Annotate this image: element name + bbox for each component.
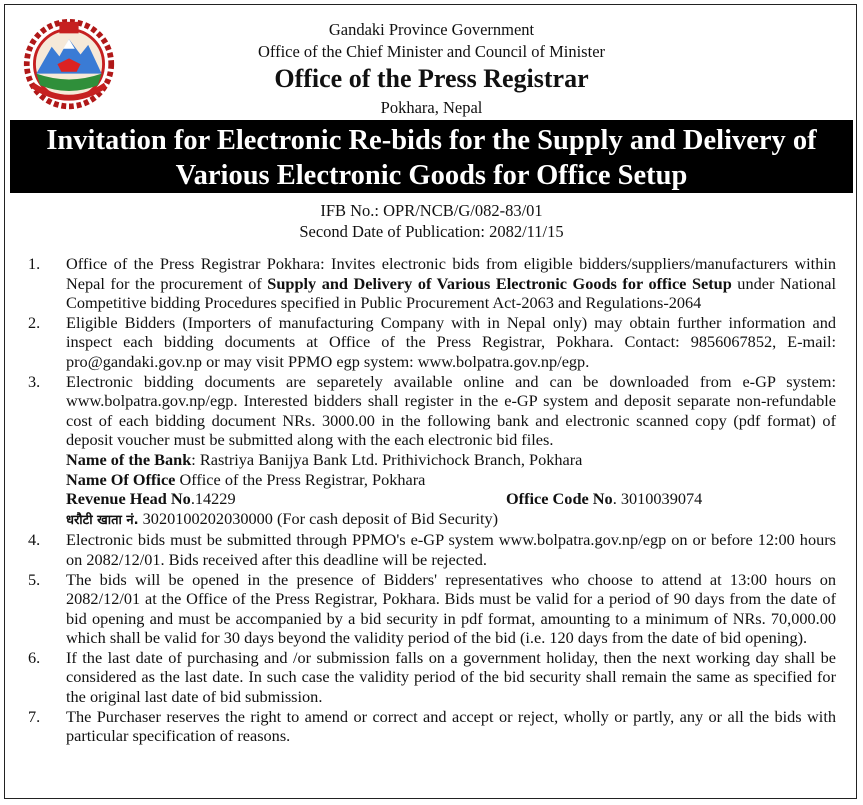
office-title: Office of the Press Registrar	[274, 64, 589, 93]
item-text: Eligible Bidders (Importers of manufacturing Company with in Nepal only) may obtain further information and inspect each bidding documents at Office of the Press Registrar, Pokhara. Contact: 9856067852, E-mail: pro@gandaki.gov.np or may visit PPMO egp system: www.bolpatra.gov.np/egp.	[66, 312, 836, 371]
deposit-value: 3020100202030000 (For cash deposit of Bid Security)	[138, 508, 499, 528]
list-item	[0, 254, 863, 313]
item-text-bold: Supply and Delivery of Various Electronic Goods for office Setup	[267, 273, 732, 293]
item-text: Electronic bidding documents are separetely available online and can be downloaded from e-GP system: www.bolpatra.gov.np/egp. Interested bidders shall register in the e-GP system and deposit separate non-refundable cost of each bidding document NRs. 3000.00 in the following bank and electronic scanned copy (pdf format) of deposit voucher must be submitted along with the each electronic bid files.	[66, 371, 836, 450]
item-number: 3.	[28, 371, 41, 391]
item-number: 7.	[28, 706, 41, 726]
office-code-value: . 3010039074	[612, 489, 703, 509]
government-name: Gandaki Province Government	[328, 20, 535, 39]
item-number: 5.	[28, 569, 41, 589]
item-text: The bids will be opened in the presence of Bidders' representatives who choose to attend at 13:00 hours on 2082/12/01 at the Office of the Press Registrar, Pokhara. Bids must be valid for a period of 90 days from the date of bid opening and must be accompanied by a bid security in pdf format, amounting to a minimum of NRs. 70,000.00 which shall be valid for 30 days beyond the validity period of the bid (i.e. 120 days from the date of bid opening).	[66, 569, 836, 648]
bank-name-line	[66, 450, 836, 470]
revenue-value: .14229	[190, 489, 236, 509]
office-label: Name Of Office	[66, 469, 176, 489]
item-number: 6.	[28, 647, 41, 667]
revenue-line	[66, 489, 836, 509]
publication-date: Second Date of Publication: 2082/11/15	[299, 222, 564, 241]
deposit-label: धरौटी खाता नं.	[66, 512, 139, 528]
office-name-line	[66, 470, 836, 490]
list-item	[0, 707, 863, 746]
item-number: 4.	[28, 530, 41, 550]
office-code-label: Office Code No	[506, 489, 613, 509]
item-text: under National Competitive bidding Procedures specified in Public Procurement Act-2063 and Regulations-2064	[66, 273, 836, 313]
list-item	[0, 313, 863, 372]
parent-office-name: Office of the Chief Minister and Council of Minister	[257, 42, 606, 61]
list-item	[0, 570, 863, 648]
item-text: If the last date of purchasing and /or submission falls on a government holiday, then the next working day shall be considered as the last date. In such case the validity period of the bid security shall remain the same as specified for the original last date of bid submission.	[66, 647, 836, 707]
notice-title-banner: Invitation for Electronic Re-bids for the Supply and Delivery of Various Electronic Goods for Office Setup	[10, 120, 853, 193]
revenue-label: Revenue Head No	[66, 489, 191, 509]
item-text: Office of the Press Registrar Pokhara: Invites electronic bids from eligible bidders/suppliers/manufacturers within Nepal for the procurement of	[66, 254, 836, 293]
item-number: 1.	[28, 254, 41, 273]
bank-value: : Rastriya Banijya Bank Ltd. Prithivichock Branch, Pokhara	[191, 449, 583, 469]
list-item	[0, 372, 863, 531]
item-text: Electronic bids must be submitted through PPMO's e-GP system www.bolpatra.gov.np/egp on or before 12:00 hours on 2082/12/01. Bids received after this deadline will be rejected.	[66, 530, 836, 569]
item-text: The Purchaser reserves the right to amend or correct and accept or reject, wholly or partly, any or all the bids with particular specification of reasons.	[66, 706, 836, 746]
notice-items-list	[0, 254, 863, 746]
list-item	[0, 648, 863, 707]
list-item	[0, 530, 863, 569]
bank-label: Name of the Bank	[66, 449, 192, 469]
office-value: Office of the Press Registrar, Pokhara	[175, 469, 426, 489]
deposit-account-line	[66, 509, 836, 531]
ifb-number: IFB No.: OPR/NCB/G/082-83/01	[320, 201, 543, 220]
item-number: 2.	[28, 312, 41, 332]
office-location: Pokhara, Nepal	[380, 98, 483, 117]
